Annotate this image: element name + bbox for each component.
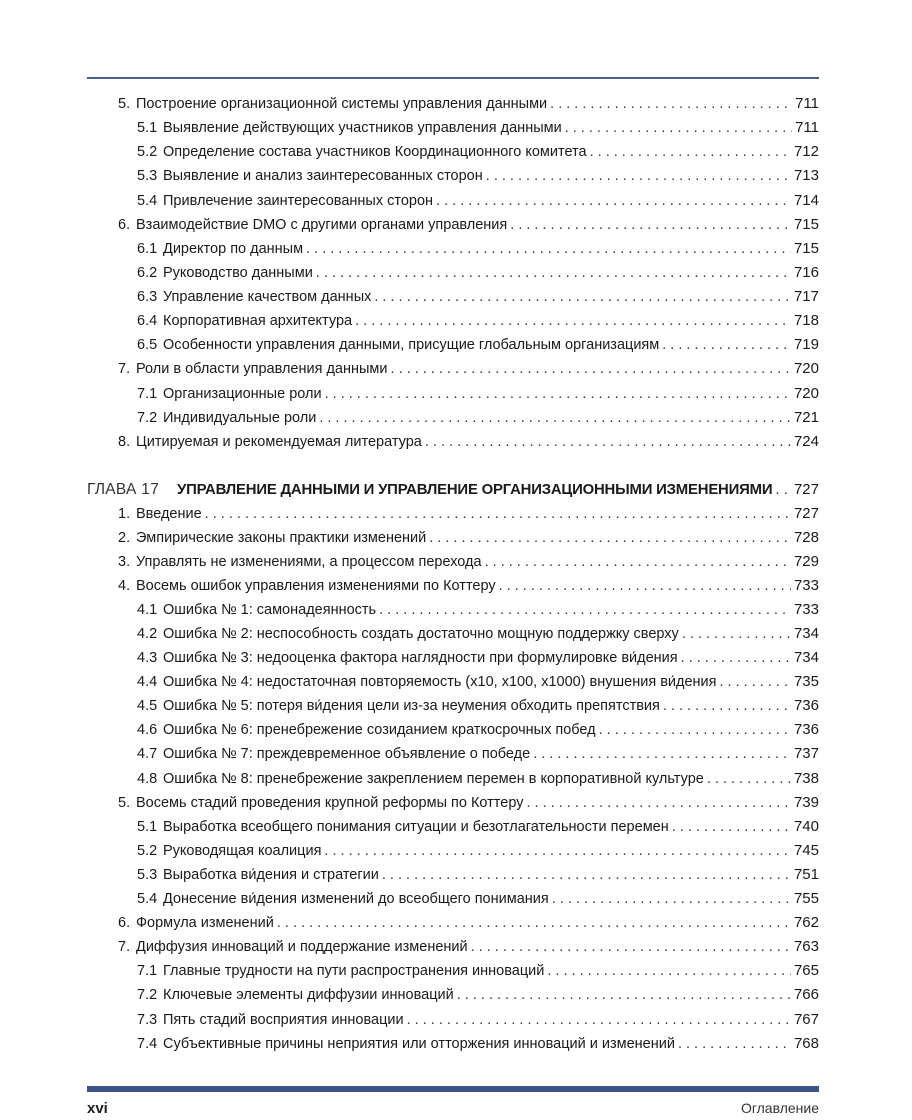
toc-entry[interactable] (118, 794, 819, 812)
dot-leader (205, 505, 791, 523)
entry-number: 4. (118, 578, 131, 594)
footer-page-number: xvi (87, 1100, 108, 1117)
page-number: 767 (793, 1011, 819, 1028)
dot-leader (379, 601, 791, 619)
toc-entry[interactable] (137, 721, 819, 739)
entry-title: Роли в области управления данными (136, 361, 388, 377)
bottom-rule (87, 1086, 819, 1092)
page-number: 745 (793, 842, 819, 859)
page-number: 766 (793, 986, 819, 1003)
dot-leader (707, 770, 791, 788)
page-number: 715 (793, 240, 819, 257)
toc-entry[interactable] (137, 119, 819, 137)
page-number: 739 (793, 794, 819, 811)
dot-leader (374, 288, 791, 306)
entry-number: 7. (118, 939, 131, 955)
page-number: 715 (793, 216, 819, 233)
entry-title: Цитируемая и рекомендуемая литература (136, 434, 422, 450)
entry-title: Введение (136, 506, 202, 522)
page-number: 711 (795, 95, 819, 112)
toc-entry[interactable] (137, 192, 819, 210)
entry-number: 4.6 (137, 722, 158, 738)
dot-leader (425, 433, 791, 451)
chapter-title: УПРАВЛЕНИЕ ДАННЫМИ И УПРАВЛЕНИЕ ОРГАНИЗАЦИОННЫМИ ИЗМЕНЕНИЯМИ (177, 481, 773, 498)
entry-title: Руководящая коалиция (163, 843, 322, 859)
entry-number: 7.4 (137, 1036, 158, 1052)
entry-number: 7. (118, 361, 131, 377)
dot-leader (457, 986, 791, 1004)
dot-leader (391, 360, 791, 378)
toc-entry[interactable] (137, 385, 819, 403)
entry-number: 4.7 (137, 746, 158, 762)
entry-title: Выработка ви́дения и стратегии (163, 867, 379, 883)
page-number: 768 (793, 1035, 819, 1052)
page-number: 727 (793, 505, 819, 522)
dot-leader (678, 1035, 791, 1053)
entry-title: Особенности управления данными, присущие глобальным организациям (163, 337, 660, 353)
entry-number: 6.2 (137, 265, 158, 281)
page-number: 716 (793, 264, 819, 281)
toc-entry[interactable] (137, 649, 819, 667)
dot-leader (325, 385, 791, 403)
dot-leader (407, 1011, 791, 1029)
entry-title: Ошибка № 4: недостаточная повторяемость (x10, x100, x1000) внушения ви́дения (163, 674, 717, 690)
entry-number: 6.4 (137, 313, 158, 329)
entry-number: 5.2 (137, 843, 158, 859)
entry-title: Ошибка № 1: самонадеянность (163, 602, 377, 618)
entry-title: Определение состава участников Координационного комитета (163, 144, 587, 160)
toc-entry[interactable] (137, 842, 819, 860)
toc-entry[interactable] (137, 409, 819, 427)
dot-leader (533, 745, 791, 763)
toc-entry[interactable] (118, 529, 819, 547)
page-number: 763 (793, 938, 819, 955)
page-number: 712 (793, 143, 819, 160)
entry-number: 5. (118, 795, 131, 811)
entry-number: 6.3 (137, 289, 158, 305)
entry-number: 5. (118, 96, 131, 112)
page-number: 721 (793, 409, 819, 426)
entry-number: 6.1 (137, 241, 158, 257)
toc-entry[interactable] (137, 1011, 819, 1029)
toc-entry[interactable] (137, 601, 819, 619)
dot-leader (682, 625, 791, 643)
toc-entry[interactable] (137, 745, 819, 763)
toc-entry[interactable] (137, 312, 819, 330)
entry-title: Управлять не изменениями, а процессом перехода (136, 554, 482, 570)
entry-title: Главные трудности на пути распространения инноваций (163, 963, 545, 979)
dot-leader (382, 866, 791, 884)
entry-number: 6. (118, 915, 131, 931)
toc-entry[interactable] (118, 505, 819, 523)
toc-entry[interactable] (118, 360, 819, 378)
toc-entry[interactable] (118, 938, 819, 956)
toc-entry[interactable] (137, 336, 819, 354)
page-number: 724 (793, 433, 819, 450)
page-number: 733 (793, 601, 819, 618)
entry-number: 6. (118, 217, 131, 233)
entry-number: 8. (118, 434, 131, 450)
page-number: 718 (793, 312, 819, 329)
entry-title: Выявление и анализ заинтересованных сторон (163, 168, 483, 184)
page-number: 734 (793, 649, 819, 666)
entry-title: Формула изменений (136, 915, 274, 931)
chapter-label: ГЛАВА 17 (87, 481, 160, 498)
entry-number: 6.5 (137, 337, 158, 353)
dot-leader (436, 192, 791, 210)
entry-title: Диффузия инноваций и поддержание изменений (136, 939, 468, 955)
dot-leader (775, 481, 791, 499)
dot-leader (471, 938, 791, 956)
entry-number: 7.2 (137, 410, 158, 426)
entry-number: 4.4 (137, 674, 158, 690)
entry-number: 5.3 (137, 867, 158, 883)
entry-title: Донесение ви́дения изменений до всеобщего понимания (163, 891, 549, 907)
toc-entry[interactable] (137, 770, 819, 788)
entry-number: 7.1 (137, 386, 158, 402)
entry-title: Организационные роли (163, 386, 322, 402)
toc-entry[interactable] (137, 866, 819, 884)
dot-leader (552, 890, 791, 908)
dot-leader (319, 409, 791, 427)
toc-entry[interactable] (137, 264, 819, 282)
entry-number: 4.2 (137, 626, 158, 642)
page-number: 733 (793, 577, 819, 594)
footer-section-title: Оглавление (740, 1100, 819, 1116)
entry-number: 5.1 (137, 819, 158, 835)
entry-title: Пять стадий восприятия инновации (163, 1012, 404, 1028)
page-number: 728 (793, 529, 819, 546)
dot-leader (565, 119, 792, 137)
dot-leader (277, 914, 791, 932)
page-number: 717 (793, 288, 819, 305)
dot-leader (355, 312, 791, 330)
entry-number: 7.3 (137, 1012, 158, 1028)
toc-entry[interactable] (137, 288, 819, 306)
entry-title: Ошибка № 3: недооценка фактора наглядности при формулировке ви́дения (163, 650, 678, 666)
entry-title: Индивидуальные роли (163, 410, 317, 426)
dot-leader (550, 95, 792, 113)
entry-title: Выявление действующих участников управления данными (163, 120, 562, 136)
entry-title: Построение организационной системы управления данными (136, 96, 548, 112)
toc-entry[interactable] (118, 433, 819, 451)
dot-leader (681, 649, 791, 667)
page-number: 765 (793, 962, 819, 979)
dot-leader (547, 962, 791, 980)
entry-number: 5.1 (137, 120, 158, 136)
dot-leader (485, 553, 791, 571)
entry-title: Взаимодействие DMO с другими органами управления (136, 217, 508, 233)
entry-title: Ошибка № 8: пренебрежение закреплением перемен в корпоративной культуре (163, 771, 704, 787)
dot-leader (486, 167, 791, 185)
toc-entry[interactable] (118, 914, 819, 932)
dot-leader (499, 577, 791, 595)
entry-number: 7.1 (137, 963, 158, 979)
dot-leader (720, 673, 791, 691)
dot-leader (662, 336, 791, 354)
page-number: 720 (793, 385, 819, 402)
entry-number: 5.3 (137, 168, 158, 184)
entry-number: 4.5 (137, 698, 158, 714)
page-number: 719 (793, 336, 819, 353)
page-number: 736 (793, 697, 819, 714)
entry-title: Выработка всеобщего понимания ситуации и безотлагательности перемен (163, 819, 669, 835)
entry-title: Директор по данным (163, 241, 304, 257)
dot-leader (527, 794, 791, 812)
toc-entry[interactable] (118, 553, 819, 571)
page-number: 762 (793, 914, 819, 931)
dot-leader (590, 143, 791, 161)
entry-number: 5.2 (137, 144, 158, 160)
toc-entry[interactable] (137, 1035, 819, 1053)
top-rule (87, 77, 819, 79)
entry-title: Субъективные причины неприятия или отторжения инноваций и изменений (163, 1036, 675, 1052)
entry-title: Ошибка № 2: неспособность создать достаточно мощную поддержку сверху (163, 626, 679, 642)
toc-entry[interactable] (118, 216, 819, 234)
page-number: 737 (793, 745, 819, 762)
page-number: 755 (793, 890, 819, 907)
page-number: 714 (793, 192, 819, 209)
page-number: 713 (793, 167, 819, 184)
page-number: 735 (793, 673, 819, 690)
dot-leader (672, 818, 791, 836)
entry-title: Привлечение заинтересованных сторон (163, 193, 434, 209)
page-number: 738 (793, 770, 819, 787)
entry-title: Восемь ошибок управления изменениями по Коттеру (136, 578, 496, 594)
page-number: 751 (793, 866, 819, 883)
entry-title: Ключевые элементы диффузии инноваций (163, 987, 454, 1003)
dot-leader (324, 842, 791, 860)
entry-title: Восемь стадий проведения крупной реформы по Коттеру (136, 795, 524, 811)
entry-number: 4.3 (137, 650, 158, 666)
entry-number: 1. (118, 506, 131, 522)
toc-entry[interactable] (137, 818, 819, 836)
entry-title: Ошибка № 7: преждевременное объявление о победе (163, 746, 531, 762)
entry-number: 4.8 (137, 771, 158, 787)
entry-title: Ошибка № 6: пренебрежение созиданием краткосрочных побед (163, 722, 596, 738)
entry-title: Корпоративная архитектура (163, 313, 353, 329)
toc-entry[interactable] (137, 625, 819, 643)
dot-leader (599, 721, 791, 739)
dot-leader (429, 529, 791, 547)
dot-leader (306, 240, 791, 258)
dot-leader (663, 697, 791, 715)
page-number: 740 (793, 818, 819, 835)
toc-entry[interactable] (137, 697, 819, 715)
dot-leader (316, 264, 791, 282)
toc-entry[interactable] (137, 143, 819, 161)
toc-entry[interactable] (137, 962, 819, 980)
entry-number: 4.1 (137, 602, 158, 618)
page-number: 720 (793, 360, 819, 377)
entry-number: 5.4 (137, 891, 158, 907)
toc-entry[interactable] (137, 673, 819, 691)
toc-entry[interactable] (137, 890, 819, 908)
page-number: 734 (793, 625, 819, 642)
toc-entry[interactable] (137, 986, 819, 1004)
dot-leader (510, 216, 791, 234)
chapter-heading[interactable] (87, 481, 819, 499)
entry-number: 2. (118, 530, 131, 546)
toc-entry[interactable] (118, 577, 819, 595)
page-number: 727 (793, 481, 819, 498)
toc-entry[interactable] (118, 95, 819, 113)
entry-title: Эмпирические законы практики изменений (136, 530, 427, 546)
toc-entry[interactable] (137, 240, 819, 258)
entry-number: 5.4 (137, 193, 158, 209)
entry-title: Ошибка № 5: потеря ви́дения цели из-за неумения обходить препятствия (163, 698, 660, 714)
page-number: 711 (795, 119, 819, 136)
page-number: 736 (793, 721, 819, 738)
entry-title: Руководство данными (163, 265, 313, 281)
entry-number: 3. (118, 554, 131, 570)
page-number: 729 (793, 553, 819, 570)
entry-title: Управление качеством данных (163, 289, 372, 305)
toc-entry[interactable] (137, 167, 819, 185)
entry-number: 7.2 (137, 987, 158, 1003)
